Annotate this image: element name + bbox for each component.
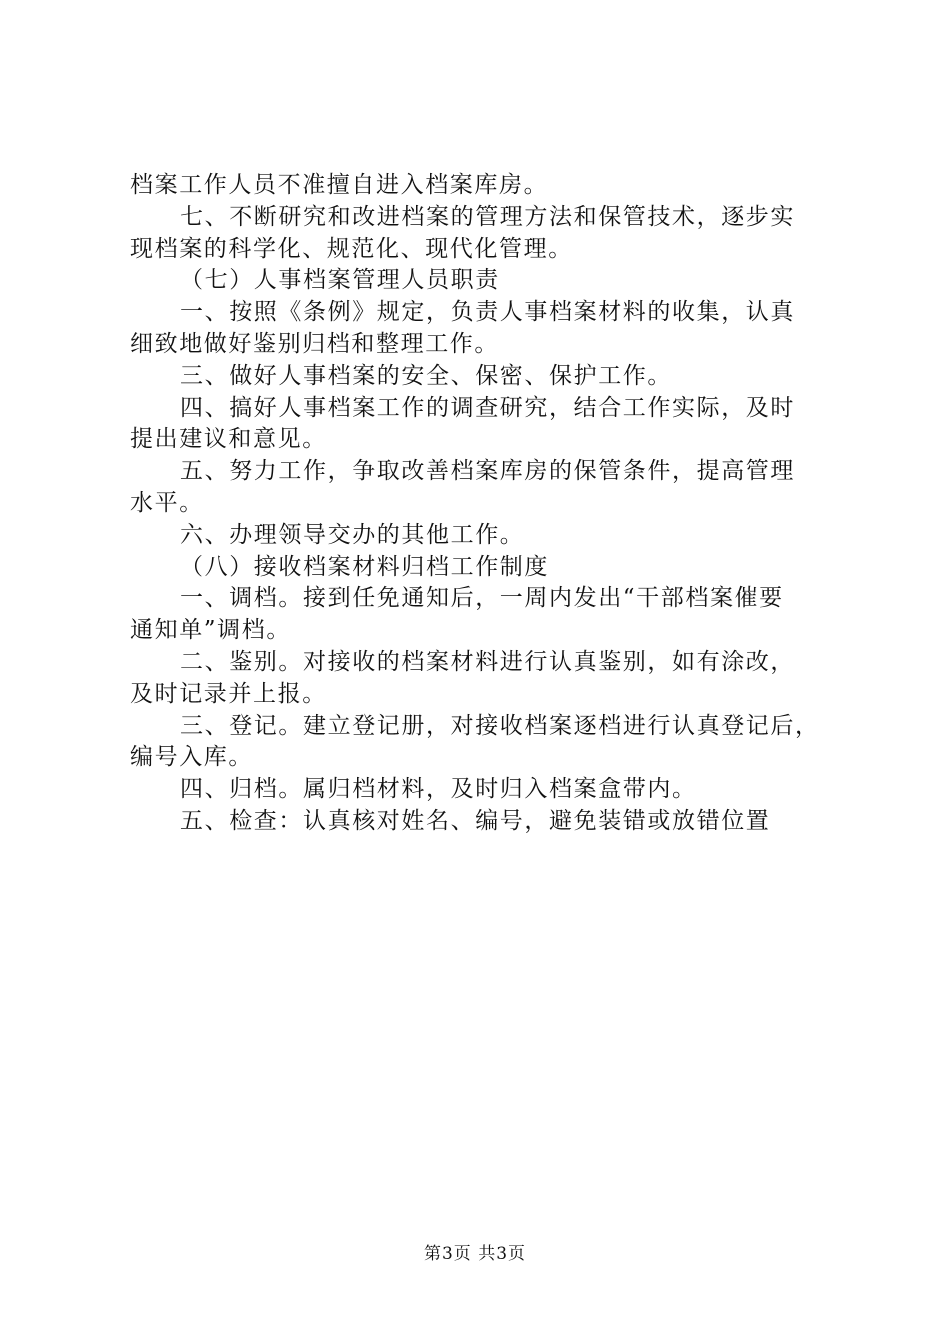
text-line: 一、按照《条例》规定，负责人事档案材料的收集，认真 (180, 299, 795, 326)
page-number-footer: 第3页 共3页 (423, 1244, 527, 1264)
text-line: 七、不断研究和改进档案的管理方法和保管技术，逐步实 (180, 203, 795, 230)
text-line: 水平。 (130, 489, 204, 516)
text-line: 及时记录并上报。 (130, 680, 327, 707)
text-line: 三、登记。建立登记册，对接收档案逐档进行认真登记后， (180, 712, 820, 739)
document-body (130, 170, 840, 838)
text-line: 细致地做好鉴别归档和整理工作。 (130, 330, 499, 357)
text-line: 现档案的科学化、规范化、现代化管理。 (130, 235, 573, 262)
text-line: 四、归档。属归档材料，及时归入档案盒带内。 (180, 776, 697, 803)
text-line: 提出建议和意见。 (130, 426, 327, 453)
text-line: 二、鉴别。对接收的档案材料进行认真鉴别，如有涂改， (180, 648, 795, 675)
text-line: 三、做好人事档案的安全、保密、保护工作。 (180, 362, 672, 389)
section-heading: （七）人事档案管理人员职责 (180, 267, 500, 294)
text-line: 编号入库。 (130, 744, 253, 771)
text-line: 五、努力工作，争取改善档案库房的保管条件，提高管理 (180, 458, 795, 485)
text-line: 一、调档。接到任免通知后，一周内发出“干部档案催要 (180, 585, 784, 612)
text-line: 六、办理领导交办的其他工作。 (180, 521, 525, 548)
text-line: 五、检查：认真核对姓名、编号，避免装错或放错位置 (180, 807, 771, 834)
text-line: 四、搞好人事档案工作的调查研究，结合工作实际，及时 (180, 394, 795, 421)
text-line: 档案工作人员不准擅自进入档案库房。 (130, 172, 549, 198)
text-line: 通知单”调档。 (130, 617, 291, 644)
section-heading: （八）接收档案材料归档工作制度 (180, 553, 549, 580)
